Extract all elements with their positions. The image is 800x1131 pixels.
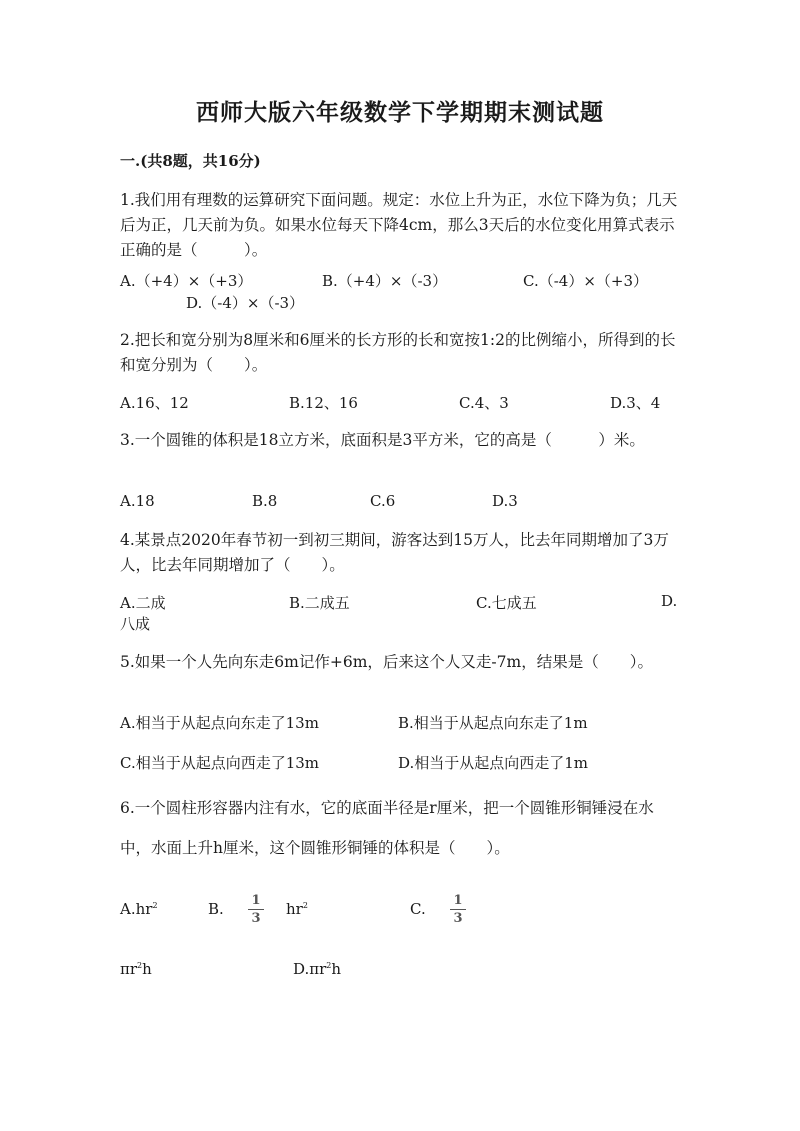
page-title: 西师大版六年级数学下学期期末测试题: [196, 99, 604, 126]
question-3-option-d[interactable]: D.3: [492, 492, 518, 510]
question-3-option-c[interactable]: C.6: [370, 492, 396, 510]
question-2-option-c[interactable]: C.4、3: [459, 394, 509, 412]
fraction-denominator: 3: [453, 911, 463, 926]
question-4-stem: 4.某景点2020年春节初一到初三期间，游客达到15万人，比去年同期增加了3万人，比去年同期增加了（ ）。: [120, 531, 669, 574]
question-6-option-b-label[interactable]: B.: [208, 900, 224, 918]
question-5-option-a[interactable]: A.相当于从起点向东走了13m: [120, 714, 319, 732]
question-2-stem: 2.把长和宽分别为8厘米和6厘米的长方形的长和宽按1:2的比例缩小，所得到的长和宽分别为（ ）。: [120, 331, 676, 374]
question-2-option-d[interactable]: D.3、4: [610, 394, 661, 412]
fraction-numerator: 1: [251, 893, 261, 908]
question-4-option-c[interactable]: C.七成五: [476, 594, 537, 612]
question-2-option-b[interactable]: B.12、16: [289, 394, 358, 412]
question-4-option-d-text[interactable]: 八成: [120, 615, 151, 633]
section-heading: 一.(共8题，共16分): [120, 152, 261, 170]
fraction-bar: [450, 909, 466, 910]
question-6-option-a[interactable]: $A.hr^2$: [120, 900, 158, 918]
question-6-stem: 6.一个圆柱形容器内注有水，它的底面半径是r厘米，把一个圆锥形铜锤浸在水中，水面上升h厘米，这个圆锥形铜锤的体积是（ ）。: [120, 799, 654, 857]
question-5-option-d[interactable]: D.相当于从起点向西走了1m: [398, 754, 589, 772]
question-6-option-d[interactable]: $D.\pi r^2h$: [293, 960, 342, 978]
fraction-one-third-c: [450, 893, 466, 926]
question-2-option-a[interactable]: A.16、12: [120, 394, 189, 412]
question-4-option-a[interactable]: A.二成: [120, 594, 166, 612]
question-6-option-c-label[interactable]: C.: [410, 900, 426, 918]
fraction-one-third: [248, 893, 264, 926]
question-6-option-c[interactable]: $\pi r^2h$: [120, 960, 152, 978]
question-6-option-b[interactable]: $hr^2$: [286, 900, 308, 918]
fraction-bar: [248, 909, 264, 910]
question-3-stem: 3.一个圆锥的体积是18立方米，底面积是3平方米，它的高是（ ）米。: [120, 431, 645, 449]
fraction-numerator: 1: [453, 893, 463, 908]
question-5-option-b[interactable]: B.相当于从起点向东走了1m: [398, 714, 588, 732]
question-4-option-b[interactable]: B.二成五: [289, 594, 350, 612]
question-1-option-c[interactable]: C.（-4）×（+3）: [523, 272, 649, 290]
question-4-option-d[interactable]: D.: [661, 592, 678, 610]
fraction-denominator: 3: [251, 911, 261, 926]
question-1-option-b[interactable]: B.（+4）×（-3）: [322, 272, 448, 290]
question-5-stem: 5.如果一个人先向东走6m记作+6m，后来这个人又走-7m，结果是（ ）。: [120, 653, 653, 671]
question-1-option-a[interactable]: A.（+4）×（+3）: [120, 272, 253, 290]
question-1-stem: 1.我们用有理数的运算研究下面问题。规定：水位上升为正，水位下降为负；几天后为正，几天前为负。如果水位每天下降4cm，那么3天后的水位变化用算式表示正确的是（ ）。: [120, 191, 678, 259]
question-3-option-b[interactable]: B.8: [252, 492, 278, 510]
question-1-option-d[interactable]: D.（-4）×（-3）: [186, 294, 305, 312]
question-5-option-c[interactable]: C.相当于从起点向西走了13m: [120, 754, 320, 772]
question-3-option-a[interactable]: A.18: [120, 492, 155, 510]
